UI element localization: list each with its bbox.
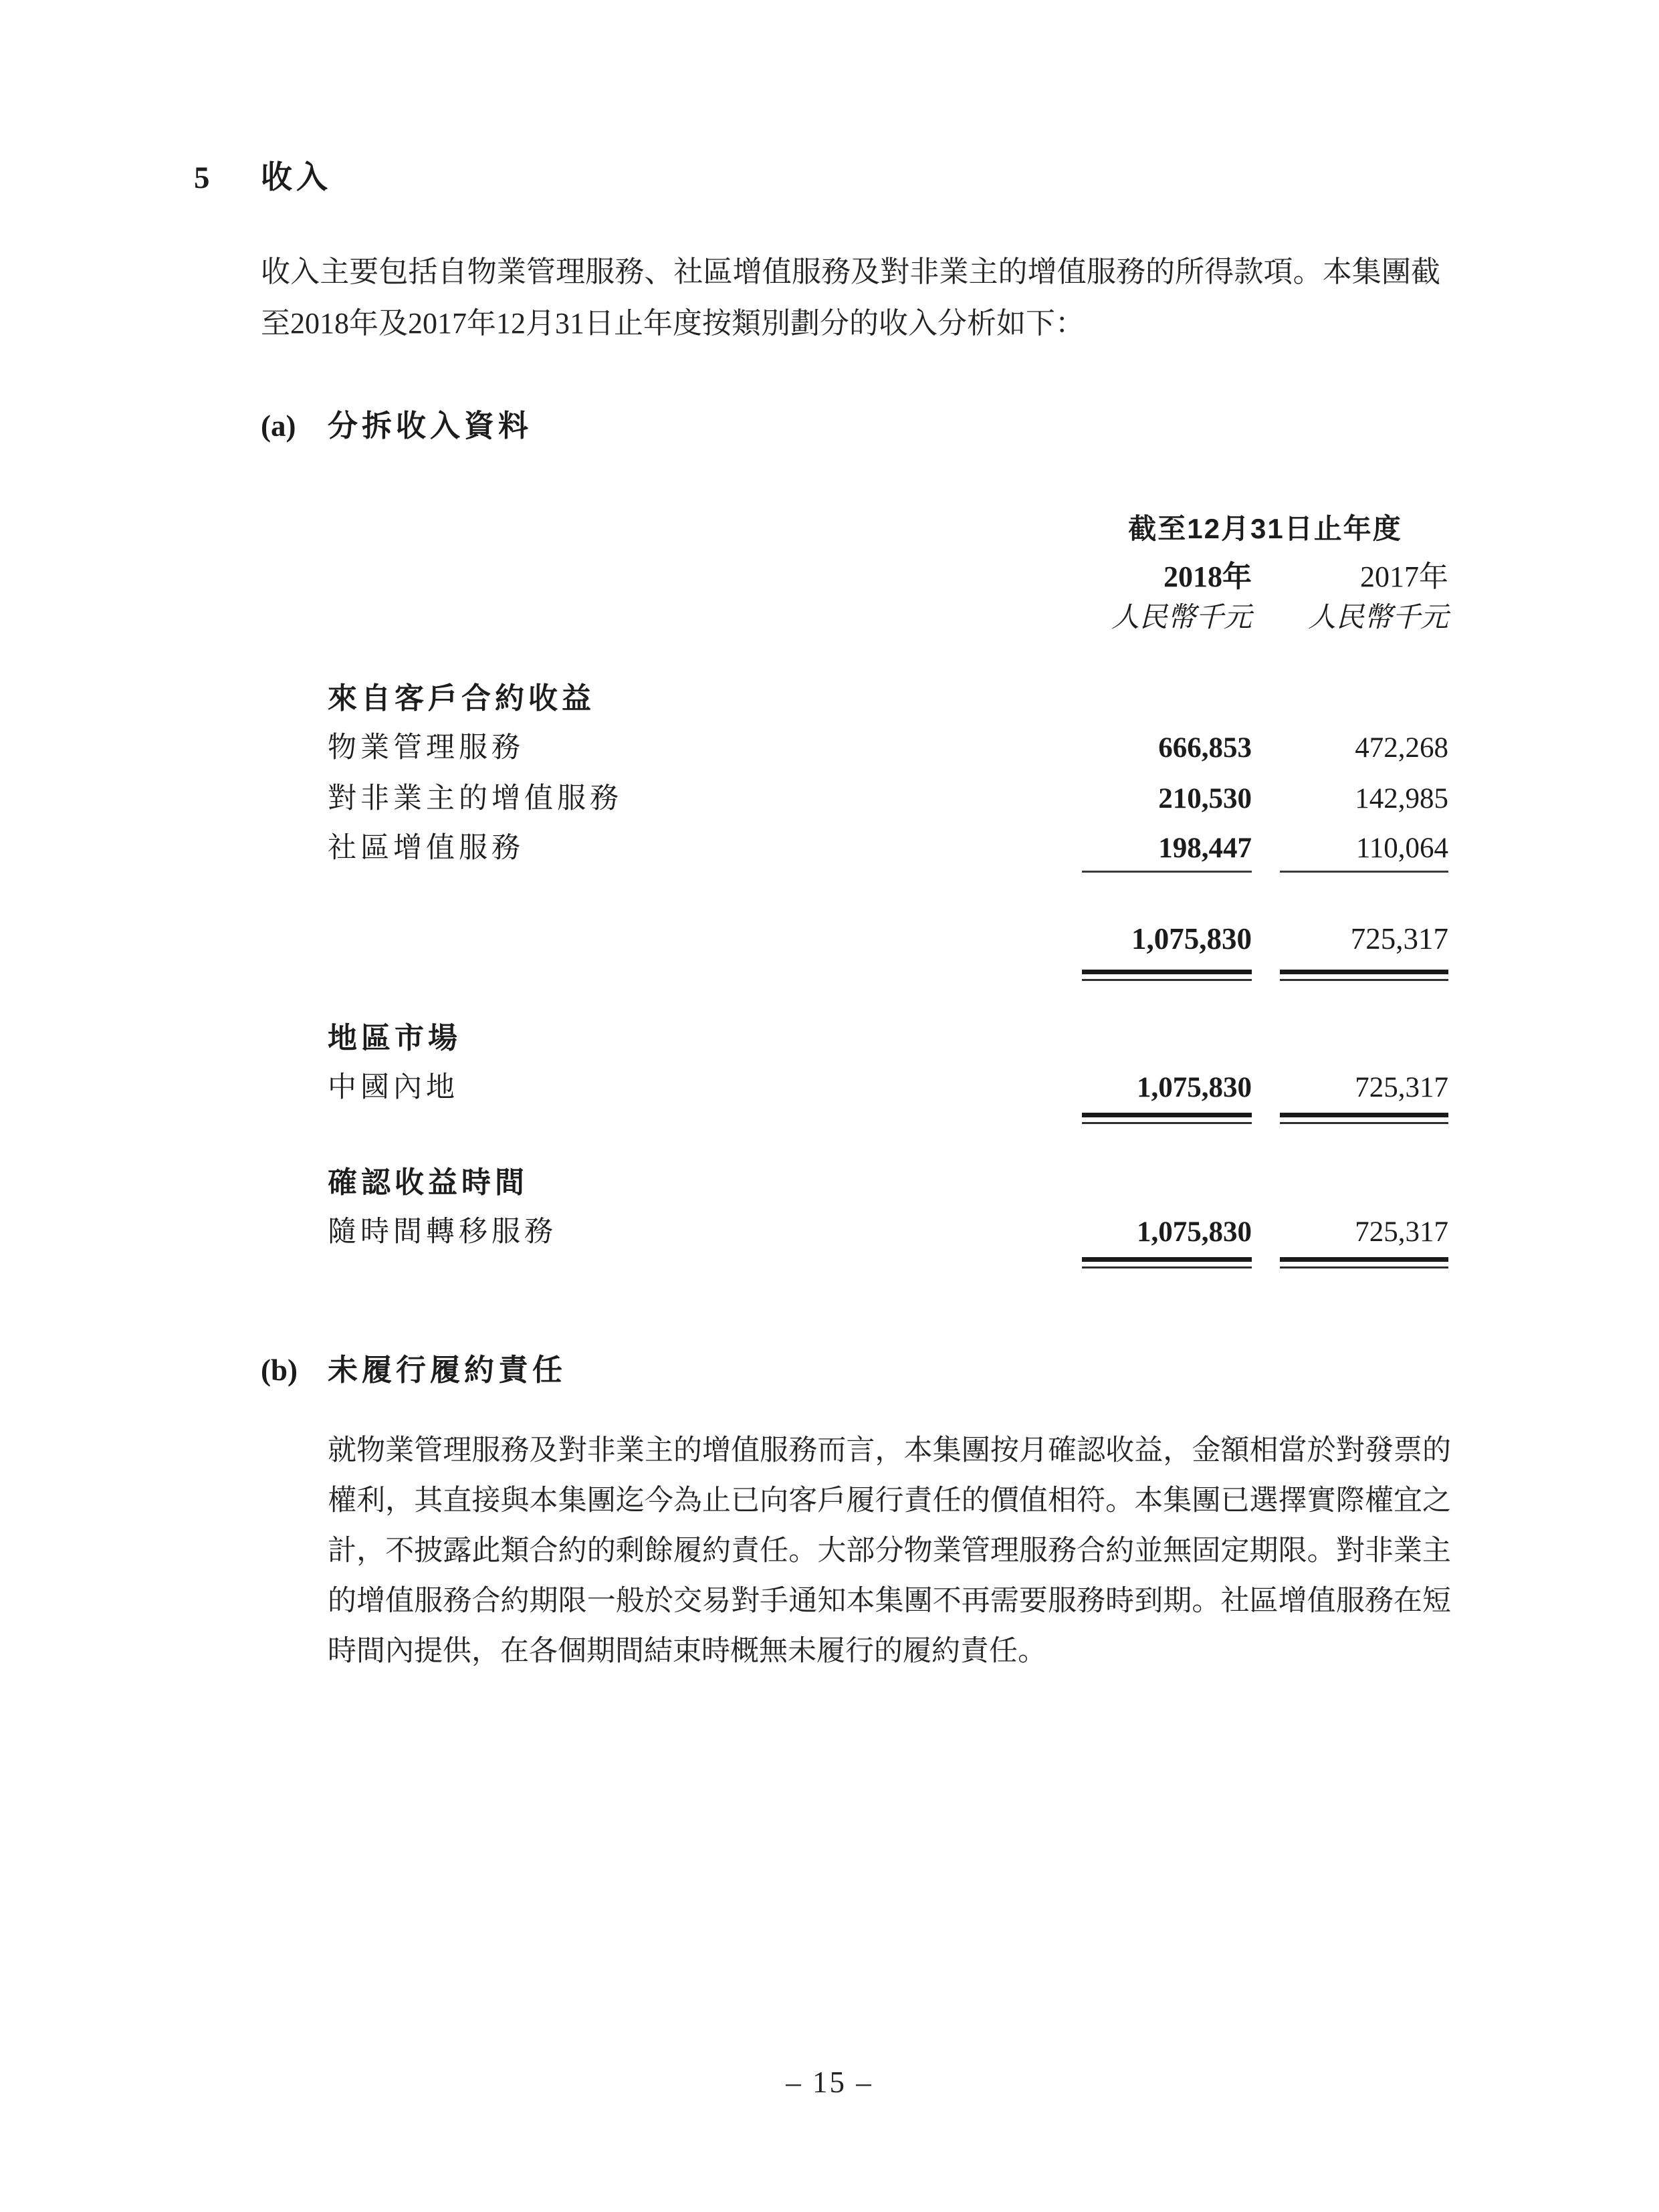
subsection-b-label: (b): [261, 1353, 298, 1387]
table-row: [328, 725, 1448, 766]
row-label: 隨時間轉移服務: [328, 1216, 557, 1248]
value-2017: 142,985: [1355, 783, 1448, 814]
double-rule-line: [1082, 970, 1252, 981]
value-2018: 666,853: [1158, 732, 1252, 764]
unit-label-2018: 人民幣千元: [1111, 602, 1252, 633]
group-heading: 確認收益時間: [328, 1166, 528, 1199]
group-heading-row: [328, 1158, 1448, 1201]
double-rule-line: [1280, 1257, 1448, 1268]
single-rule-row: [328, 871, 1448, 873]
row-label: 物業管理服務: [328, 732, 524, 764]
row-label: 對非業主的增值服務: [328, 783, 623, 814]
value-2018: 198,447: [1158, 833, 1252, 864]
total-2018: 1,075,830: [1131, 922, 1252, 956]
subsection-b-paragraph: 就物業管理服務及對非業主的增值服務而言，本集團按月確認收益，金額相當於對發票的權利，其直接與本集團迄今為止已向客戶履行責任的價值相符。本集團已選擇實際權宜之計，不披露此類合約的剩餘履約責任。大部分物業管理服務合約並無固定期限。對非業主的增值服務合約期限一般於交易對手通知本集團不再需要服務時到期。社區增值服務在短時間內提供，在各個期間結束時概無未履行的履約責任。: [328, 1435, 1451, 1667]
row-label: 中國內地: [328, 1072, 459, 1103]
subsection-a-title: 分拆收入資料: [328, 409, 533, 443]
value-2018: 210,530: [1158, 783, 1252, 814]
group-heading: 地區市場: [328, 1022, 461, 1055]
column-header-2018: 2018年: [1164, 560, 1252, 593]
subsection-b-title: 未履行履約責任: [328, 1353, 567, 1387]
group-heading: 來自客戶合約收益: [328, 682, 595, 715]
rule-line: [1082, 871, 1252, 873]
table-row: [328, 1209, 1448, 1250]
column-header-2017: 2017年: [1360, 560, 1448, 593]
table-period-header: 截至12月31日止年度: [1128, 513, 1402, 544]
value-2018: 1,075,830: [1137, 1216, 1252, 1248]
intro-paragraph: 收入主要包括自物業管理服務、社區增值服務及對非業主的增值服務的所得款項。本集團截至2018年及2017年12月31日止年度按類別劃分的收入分析如下：: [261, 255, 1440, 340]
section-number: 5: [194, 160, 210, 195]
subsection-b-heading: [261, 1345, 566, 1389]
double-rule-row: [328, 1257, 1448, 1268]
value-2017: 725,317: [1355, 1072, 1448, 1103]
subsection-a-heading: [261, 401, 532, 445]
value-2017: 110,064: [1355, 833, 1448, 864]
table-total-row: [328, 921, 1448, 956]
section-heading: [194, 152, 332, 197]
subsection-a-label: (a): [261, 409, 296, 443]
unit-label-2017: 人民幣千元: [1307, 602, 1448, 633]
section-title: 收入: [261, 159, 332, 195]
group-heading-row: [328, 1014, 1448, 1057]
value-2018: 1,075,830: [1137, 1072, 1252, 1103]
rule-line: [1280, 871, 1448, 873]
double-rule-line: [1280, 970, 1448, 981]
row-label: 社區增值服務: [328, 833, 524, 864]
value-2017: 472,268: [1355, 732, 1448, 764]
table-row: [328, 776, 1448, 816]
group-heading-row: [328, 674, 1448, 717]
page-number: – 15 –: [786, 2066, 873, 2099]
table-row: [328, 825, 1448, 866]
double-rule-row: [328, 970, 1448, 981]
double-rule-line: [1082, 1113, 1252, 1124]
double-rule-line: [1280, 1113, 1448, 1124]
table-year-header-row: [328, 552, 1448, 595]
table-unit-row: [328, 595, 1448, 635]
double-rule-row: [328, 1113, 1448, 1124]
total-2017: 725,317: [1350, 922, 1448, 956]
table-row: [328, 1065, 1448, 1105]
value-2017: 725,317: [1355, 1216, 1448, 1248]
double-rule-line: [1082, 1257, 1252, 1268]
